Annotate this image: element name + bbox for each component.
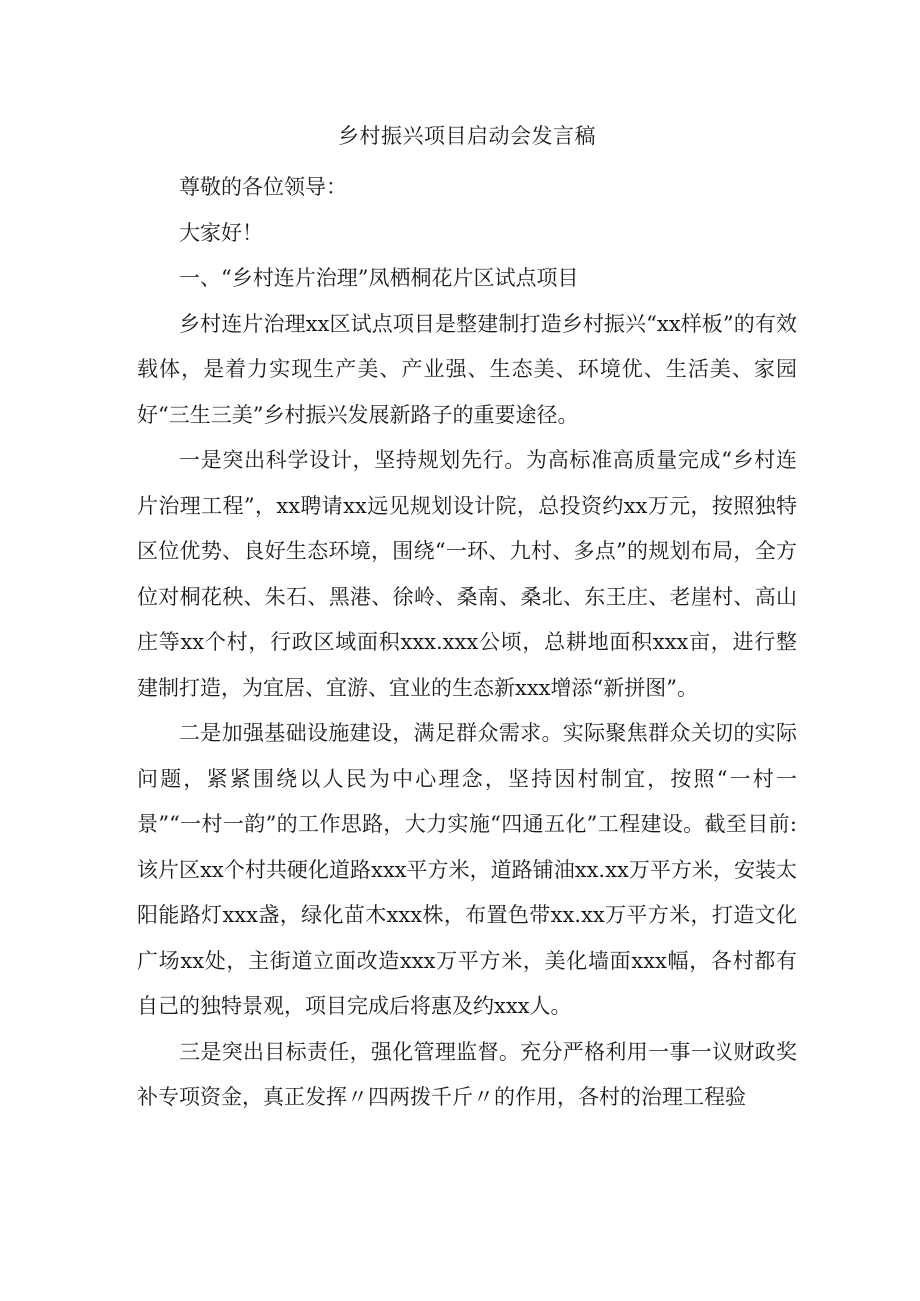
document-title: 乡村振兴项目启动会发言稿 (338, 124, 596, 148)
section-heading: 一、“乡村连片治理”凤栖桐花片区试点项目 (179, 266, 579, 290)
salutation: 尊敬的各位领导： (179, 175, 347, 199)
paragraph-intro: 乡村连片治理xx区试点项目是整建制打造乡村振兴“xx样板”的有效载体，是着力实现生产美、产业强、生态美、环境优、生活美、家园好“三生三美”乡村振兴发展新路子的重要途径。 (137, 311, 797, 427)
document-body (137, 119, 797, 1121)
paragraph-infrastructure: 二是加强基础设施建设，满足群众需求。实际聚焦群众关切的实际问题，紧紧围绕以人民为中心理念，坚持因村制宜，按照“一村一景”“一村一韵”的工作思路，大力实施“四通五化”工程建设。截至目前:该片区xx个村共硬化道路xxx平方米，道路铺油xx.xx万平方米，安装太阳能路灯xxx盏，绿化苗木xxx株，布置色带xx.xx万平方米，打造文化广场xx处，主街道立面改造xxx万平方米，美化墙面xxx幅，各村都有自己的独特景观，项目完成后将惠及约xxx人。 (137, 721, 797, 1018)
paragraph-responsibility: 三是突出目标责任，强化管理监督。充分严格利用一事一议财政奖补专项资金，真正发挥〃四两拨千斤〃的作用，各村的治理工程验 (137, 1039, 797, 1109)
greeting: 大家好！ (179, 220, 263, 245)
paragraph-design: 一是突出科学设计，坚持规划先行。为高标准高质量完成“乡村连片治理工程”，xx聘请xx远见规划设计院，总投资约xx万元，按照独特区位优势、良好生态环境，围绕“一环、九村、多点”的规划布局，全方位对桐花秧、朱石、黑港、徐岭、桑南、桑北、东王庄、老崖村、高山庄等xx个村，行政区域面积xxx.xxx公顷，总耕地面积xxx亩，进行整建制打造，为宜居、宜游、宜业的生态新xxx增添“新拼图”。 (137, 448, 797, 700)
